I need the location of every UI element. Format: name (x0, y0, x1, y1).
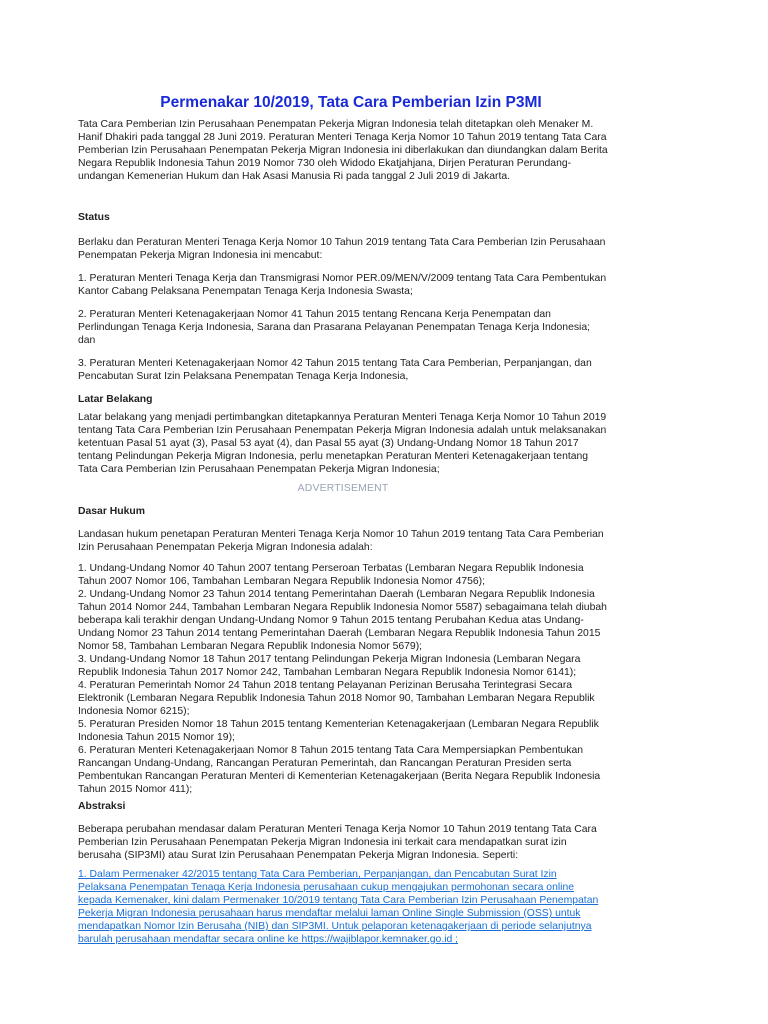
latar-belakang-text: Latar belakang yang menjadi pertimbangkan ditetapkannya Peraturan Menteri Tenaga Kerja Nomor 10 Tahun 2019 tentang Tata Cara Pemberian Izin Perusahaan Penempatan Pekerja Migran Indonesia adalah untuk melaksanakan ketentuan Pasal 51 ayat (3), Pasal 53 ayat (4), dan Pasal 55 ayat (3) Undang-Undang Nomor 18 Tahun 2017 tentang Pelindungan Pekerja Migran Indonesia, perlu menetapkan Peraturan Menteri Ketenagakerjaan tentang Tata Cara Pemberian Izin Perusahaan Penempatan Pekerja Migran Indonesia; (78, 412, 607, 475)
section-heading-dasar-hukum: Dasar Hukum (78, 506, 145, 517)
status-item-3: 3. Peraturan Menteri Ketenagakerjaan Nomor 42 Tahun 2015 tentang Tata Cara Pemberian, Perpanjangan, dan Pencabutan Surat Izin Pelaksana Penempatan Tenaga Kerja Indonesia, (78, 358, 592, 382)
status-item-2: 2. Peraturan Menteri Ketenagakerjaan Nomor 41 Tahun 2015 tentang Rencana Kerja Penempatan dan Perlindungan Tenaga Kerja Indonesia, Sarana dan Prasarana Pelayanan Penempatan Tenaga Kerja Indonesia; dan (78, 309, 591, 346)
dasar-hukum-lead: Landasan hukum penetapan Peraturan Menteri Tenaga Kerja Nomor 10 Tahun 2019 tentang Tata Cara Pemberian Izin Perusahaan Penempatan Pekerja Migran Indonesia adalah: (78, 529, 604, 553)
list-item: 1. Undang-Undang Nomor 40 Tahun 2007 tentang Perseroan Terbatas (Lembaran Negara Republik Indonesia Tahun 2007 Nomor 106, Tambahan Lembaran Negara Republik Indonesia Nomor 4756); (78, 563, 584, 587)
abstraksi-lead: Beberapa perubahan mendasar dalam Peraturan Menteri Tenaga Kerja Nomor 10 Tahun 2019 tentang Tata Cara Pemberian Izin Perusahaan Penempatan Pekerja Migran Indonesia ini terkait cara mendapatkan surat izin berusaha (SIP3MI) atau Surat Izin Perusahaan Penempatan Pekerja Migran Indonesia. Seperti: (78, 824, 597, 861)
abstraksi-link-item-1[interactable]: 1. Dalam Permenaker 42/2015 tentang Tata Cara Pemberian, Perpanjangan, dan Pencabutan Surat Izin Pelaksana Penempatan Tenaga Kerja Indonesia perusahaan cukup mengajukan permohonan secara online kepada Kemenaker, kini dalam Permenaker 10/2019 tentang Tata Cara Pemberian Izin Perusahaan Penempatan Pekerja Migran Indonesia perusahaan harus mendaftar melalui laman Online Single Submission (OSS) untuk mendapatkan Nomor Izin Berusaha (NIB) dan SIP3MI. Untuk pelaporan ketenagakerjaan di periode selanjutnya barulah perusahaan mendaftar secara online ke https://wajiblapor.kemnaker.go.id ; (78, 869, 599, 945)
advertisement-label: ADVERTISEMENT (297, 483, 389, 494)
list-item: 5. Peraturan Presiden Nomor 18 Tahun 2015 tentang Kementerian Ketenagakerjaan (Lembaran Negara Republik Indonesia Tahun 2015 Nomor 19); (78, 719, 599, 743)
section-heading-latar-belakang: Latar Belakang (78, 394, 153, 405)
list-item: 2. Undang-Undang Nomor 23 Tahun 2014 tentang Pemerintahan Daerah (Lembaran Negara Republik Indonesia Tahun 2014 Nomor 244, Tambahan Lembaran Negara Republik Indonesia Nomor 5587) sebagaimana telah diubah beberapa kali terakhir dengan Undang-Undang Nomor 9 Tahun 2015 tentang Perubahan Kedua atas Undang-Undang Nomor 23 Tahun 2014 tentang Pemerintahan Daerah (Lembaran Negara Republik Indonesia Tahun 2015 Nomor 58, Tambahan Lembaran Negara Republik Indonesia Nomor 5679); (78, 589, 607, 652)
article-body (78, 94, 608, 946)
list-item: 4. Peraturan Pemerintah Nomor 24 Tahun 2018 tentang Pelayanan Perizinan Berusaha Terintegrasi Secara Elektronik (Lembaran Negara Republik Indonesia Tahun 2018 Nomor 90, Tambahan Lembaran Negara Republik Indonesia Nomor 6215); (78, 680, 595, 717)
section-heading-abstraksi: Abstraksi (78, 801, 126, 812)
status-item-1: 1. Peraturan Menteri Tenaga Kerja dan Transmigrasi Nomor PER.09/MEN/V/2009 tentang Tata Cara Pembentukan Kantor Cabang Pelaksana Penempatan Tenaga Kerja Indonesia Swasta; (78, 273, 607, 297)
intro-paragraph: Tata Cara Pemberian Izin Perusahaan Penempatan Pekerja Migran Indonesia telah ditetapkan oleh Menaker M. Hanif Dhakiri pada tanggal 28 Juni 2019. Peraturan Menteri Tenaga Kerja Nomor 10 Tahun 2019 tentang Tata Cara Pemberian Izin Perusahaan Penempatan Pekerja Migran Indonesia ini diberlakukan dan diundangkan dalam Berita Negara Republik Indonesia Tahun 2019 Nomor 730 oleh Widodo Ekatjahjana, Dirjen Peraturan Perundang-undangan Kemenerian Hukum dan Hak Asasi Manusia Ri pada tanggal 2 Juli 2019 di Jakarta. (78, 119, 608, 182)
dasar-hukum-list (78, 562, 608, 796)
page-title: Permenakar 10/2019, Tata Cara Pemberian Izin P3MI (160, 94, 542, 111)
list-item: 6. Peraturan Menteri Ketenagakerjaan Nomor 8 Tahun 2015 tentang Tata Cara Mempersiapkan Pembentukan Rancangan Undang-Undang, Rancangan Peraturan Pemerintah, dan Rancangan Peraturan Presiden serta Pembentukan Rancangan Peraturan Menteri di Kementerian Ketenagakerjaan (Berita Negara Republik Indonesia Tahun 2015 Nomor 411); (78, 745, 601, 795)
list-item: 3. Undang-Undang Nomor 18 Tahun 2017 tentang Pelindungan Pekerja Migran Indonesia (Lembaran Negara Republik Indonesia Tahun 2017 Nomor 242, Tambahan Lembaran Negara Republik Indonesia Nomor 6141); (78, 654, 581, 678)
status-lead: Berlaku dan Peraturan Menteri Tenaga Kerja Nomor 10 Tahun 2019 tentang Tata Cara Pemberian Izin Perusahaan Penempatan Pekerja Migran Indonesia ini mencabut: (78, 237, 606, 261)
section-heading-status: Status (78, 212, 110, 223)
